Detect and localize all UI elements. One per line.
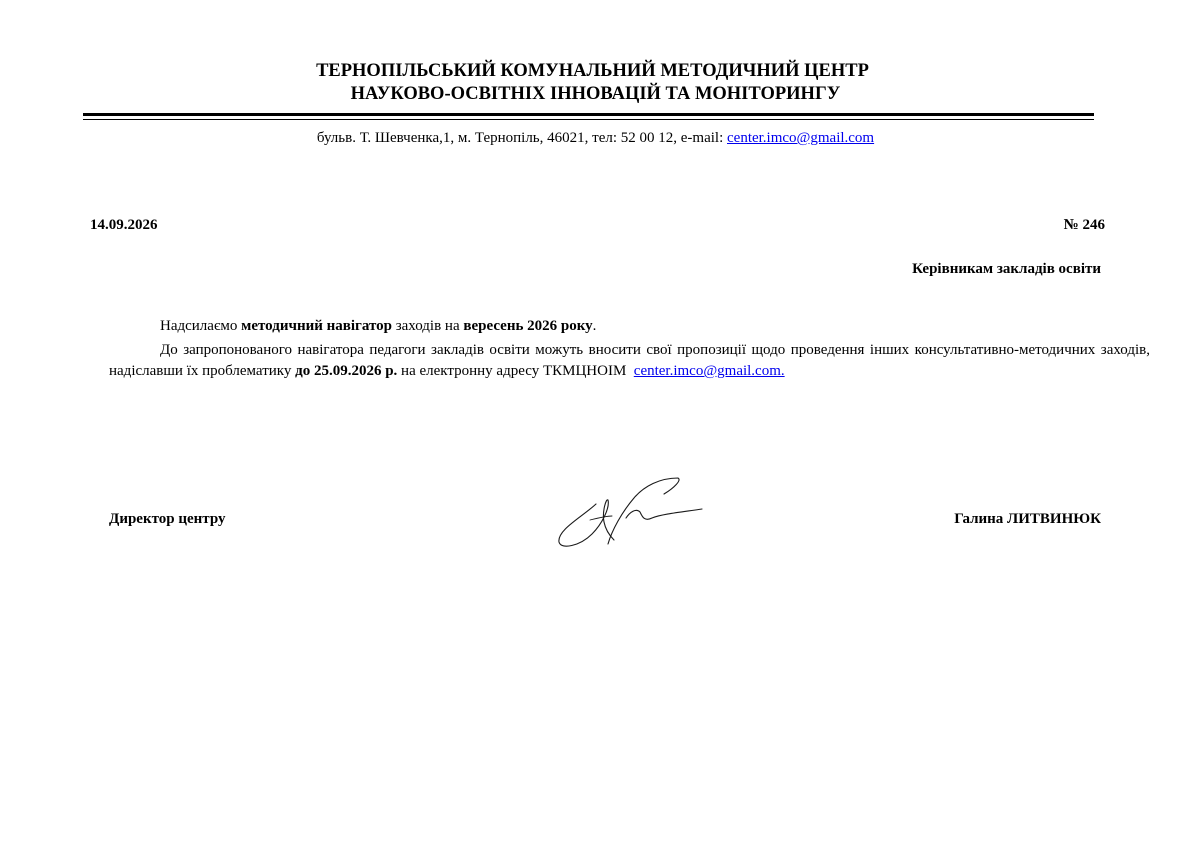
header-rule-thick xyxy=(83,113,1094,116)
p2-text: на електронну адресу ТКМЦНОІМ xyxy=(397,363,634,379)
address-line xyxy=(0,128,1191,148)
body-email-link[interactable]: center.imco@gmail.com. xyxy=(633,363,785,379)
p1-text: заходів на xyxy=(391,318,464,334)
p2-text: До запропонованого навігатора педагоги закладів освіти можуть вносити свої пропозиції щодо проведення інших консультативно-методичних заходів, надіславши їх проблематику xyxy=(109,342,1150,379)
signer-title: Директор центру xyxy=(109,511,226,527)
recipient-line: Керівникам закладів освіти xyxy=(912,261,1101,277)
header-rule-thin xyxy=(83,119,1094,120)
header-email-link[interactable]: center.imco@gmail.com xyxy=(727,130,875,146)
p1-bold-navigator: методичний навігатор xyxy=(241,318,392,334)
signer-name: Галина ЛИТВИНЮК xyxy=(954,511,1101,527)
organization-name-line2: НАУКОВО-ОСВІТНІХ ІННОВАЦІЙ ТА МОНІТОРИНГУ xyxy=(350,84,841,104)
body-paragraph-2 xyxy=(109,340,1150,382)
document-date: 14.09.2026 xyxy=(90,217,158,233)
handwritten-signature xyxy=(552,472,712,562)
body-paragraph-1 xyxy=(109,316,1150,337)
p2-bold-deadline: до 25.09.2026 р. xyxy=(295,363,398,379)
organization-name-line1: ТЕРНОПІЛЬСЬКИЙ КОМУНАЛЬНИЙ МЕТОДИЧНИЙ ЦЕНТР xyxy=(316,61,869,81)
p1-text: . xyxy=(592,318,597,334)
document-number: № 246 xyxy=(1063,217,1105,233)
address-text: бульв. Т. Шевченка,1, м. Тернопіль, 46021, тел: 52 00 12, e-mail: xyxy=(316,130,727,146)
p1-text: Надсилаємо xyxy=(160,318,242,334)
p1-bold-month: вересень 2026 року xyxy=(463,318,593,334)
